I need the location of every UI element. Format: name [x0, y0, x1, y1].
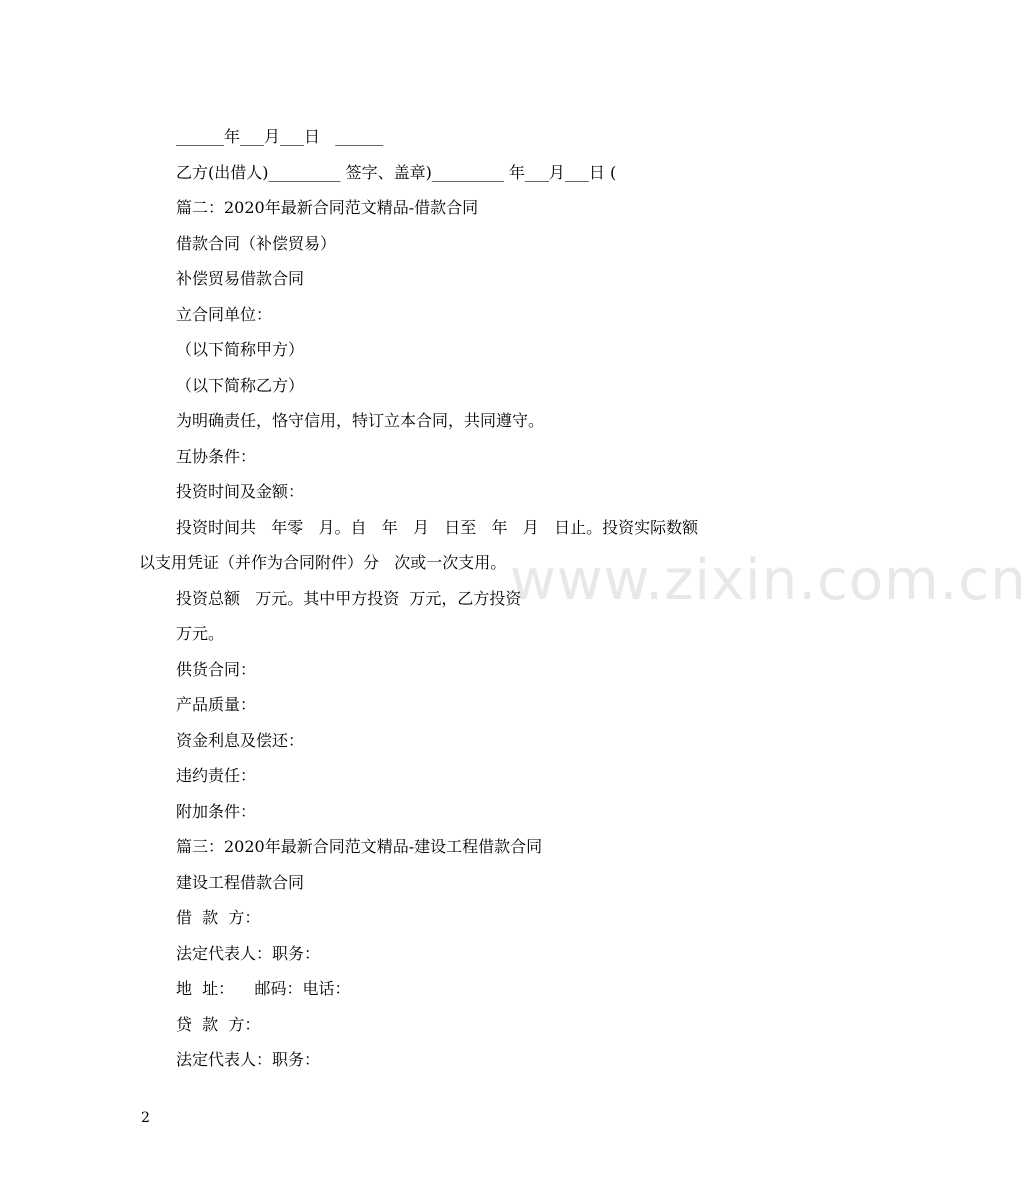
preamble-text: 为明确责任，恪守信用，特订立本合同，共同遵守。 [176, 411, 545, 430]
investment-time-text: 投资时间共 年零 月。自 年 月 日至 年 月 日止。投资实际数额 [176, 517, 699, 537]
section-two-heading: 篇二：2020年最新合同范文精品-借款合同 [176, 198, 479, 217]
interest-repayment-label: 资金利息及偿还： [176, 730, 305, 750]
product-quality-label: 产品质量： [176, 695, 257, 714]
date-signature-line: ______年___月___日 ______ [176, 127, 384, 146]
investment-total-text: 投资总额 万元。其中甲方投资 万元，乙方投资 [176, 588, 522, 608]
watermark: www.zixin.com.cn [510, 548, 1027, 613]
lender-representative-label: 法定代表人：职务： [176, 1050, 321, 1069]
contracting-units-label: 立合同单位： [176, 304, 273, 324]
construction-loan-title: 建设工程借款合同 [176, 872, 305, 892]
contract-title: 借款合同（补偿贸易） [176, 233, 337, 253]
borrower-label: 借 款 方： [176, 908, 261, 927]
breach-liability-label: 违约责任： [176, 766, 257, 785]
address-label: 地 址： 邮码：电话： [176, 979, 351, 998]
investment-time-label: 投资时间及金额： [176, 482, 305, 501]
mutual-conditions-label: 互协条件： [176, 446, 257, 466]
section-three-heading: 篇三：2020年最新合同范文精品-建设工程借款合同 [176, 837, 543, 856]
document-body [139, 119, 789, 1078]
borrower-representative-label: 法定代表人：职务： [176, 943, 321, 963]
supply-contract-label: 供货合同： [176, 659, 257, 679]
party-a-note: （以下简称甲方） [176, 340, 305, 359]
party-b-signature-line: 乙方(出借人)_________ 签字、盖章)_________ 年___月___日 ( [176, 162, 617, 182]
page-number: 2 [141, 1110, 150, 1126]
lender-label: 贷 款 方： [176, 1014, 261, 1034]
contract-subtitle: 补偿贸易借款合同 [176, 269, 305, 288]
investment-time-text-continued: 以支用凭证（并作为合同附件）分 次或一次支用。 [139, 553, 507, 572]
party-b-note: （以下简称乙方） [176, 375, 305, 395]
additional-conditions-label: 附加条件： [176, 801, 257, 821]
investment-total-unit: 万元。 [176, 624, 225, 643]
